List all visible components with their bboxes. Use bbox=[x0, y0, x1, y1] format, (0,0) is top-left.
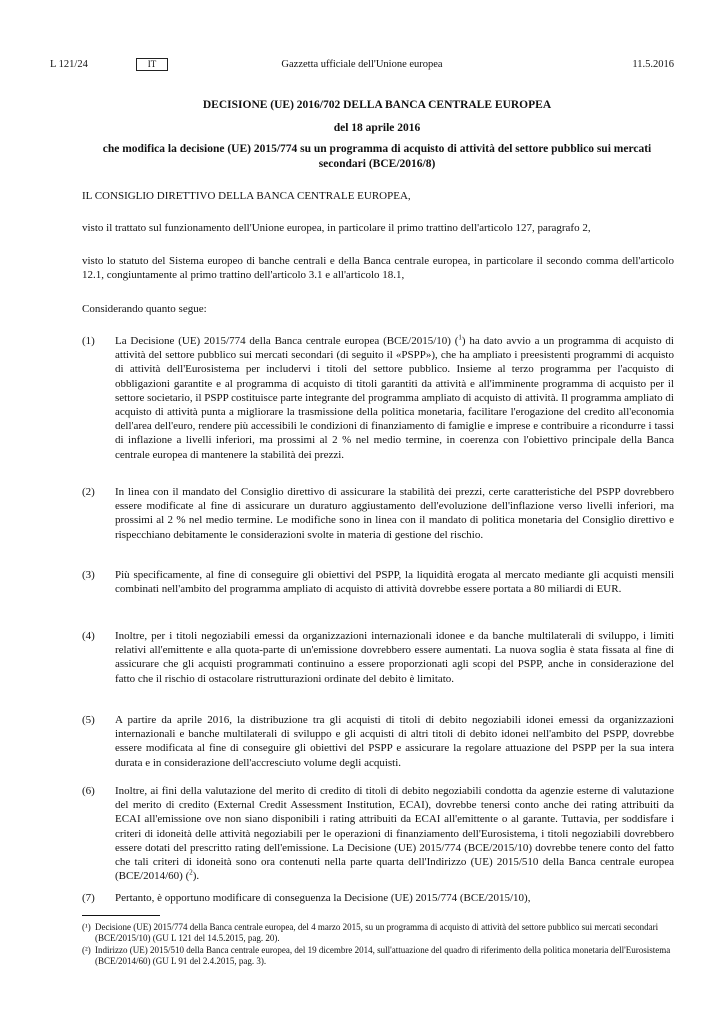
footnote-text: Indirizzo (UE) 2015/510 della Banca centrale europea, del 19 dicembre 2014, sull'attuazione del quadro di riferimento della politica monetaria dell'Eurosistema (BCE/2014/60) (GU L 91 del 2.4.2015, pag. 3). bbox=[95, 945, 671, 967]
footnote-number: (²) bbox=[82, 945, 91, 955]
decision-subject: che modifica la decisione (UE) 2015/774 su un programma di acquisto di attività del settore pubblico sui mercati secondari (BCE/2016/8) bbox=[102, 143, 652, 170]
decision-date: del 18 aprile 2016 bbox=[333, 122, 421, 134]
recital-3 bbox=[82, 568, 674, 596]
recital-text: A partire da aprile 2016, la distribuzione tra gli acquisti di titoli di debito negoziabili idonei emessi da organizzazioni internazionali e banche multilaterali di sviluppo e gli acquisti di altri titoli di debito idonei nell'ambito del PSPP, dovrebbe essere modificata al fine di conseguire gli obiettivi del PSPP e assicurare la regolare attuazione del PSPP per la sua intera durata e in considerazione dell'accresciuto volume degli acquisti. bbox=[115, 714, 674, 769]
visto-treaty: visto il trattato sul funzionamento dell'Unione europea, in particolare il primo trattino dell'articolo 127, paragrafo 2, bbox=[82, 222, 591, 234]
recital-text: Più specificamente, al fine di conseguire gli obiettivi del PSPP, la liquidità erogata al mercato mediante gli acquisti mensili combinati nell'ambito del programma ampliato di acquisto di attività dovrebbe essere portata a 80 miliardi di EUR. bbox=[115, 569, 674, 596]
recital-2 bbox=[82, 485, 674, 542]
recital-number: (6) bbox=[82, 785, 95, 797]
footnote-divider bbox=[82, 915, 160, 916]
journal-title: Gazzetta ufficiale dell'Unione europea bbox=[281, 59, 443, 70]
recital-text: Inoltre, ai fini della valutazione del merito di credito di titoli di debito negoziabili condotta da agenzie esterne di valutazione del merito di credito (External Credit Assessment Institution, ECAI), dovrebbe tenersi conto anche dei rating attribuiti da ECAI all'emissione ove non siano disponibili i rating attribuiti da ECAI all'emittente o al garante. Tuttavia, per soddisfare i criteri di idoneità delle attività negoziabili per le operazioni di finanziamento dell'Eurosistema, i titoli negoziabili dovrebbero essere dotati del prescritto rating dell'emissione. La Decisione (UE) 2015/774 (BCE/2015/10) dovrebbe tenere conto del fatto che tali criteri di idoneità sono ora contenuti nella parte quarta dell'Indirizzo (UE) 2015/510 della Banca centrale europea (BCE/2014/60) ( bbox=[115, 785, 674, 883]
language-badge: IT bbox=[136, 58, 168, 71]
footnote-marker[interactable]: 2 bbox=[189, 868, 193, 877]
recital-text-end: ). bbox=[192, 870, 200, 883]
recital-4 bbox=[82, 629, 674, 686]
recital-5 bbox=[82, 713, 674, 770]
footnote-number: (¹) bbox=[82, 922, 91, 932]
footnote-2 bbox=[82, 945, 674, 968]
recital-text-end: ) ha dato avvio a un programma di acquisto di attività del settore pubblico sui mercati secondari (di seguito il «PSPP»), che ha ampliato i preesistenti programmi di acquisto di attività dell'Eurosistema per includervi i titoli del settore pubblico. Insieme al terzo programma per l'acquisto di obbligazioni garantite e al programma di acquisto di titoli garantiti da attività e all'imminente programma di acquisto per il settore societario, il PSPP costituisce parte integrante del programma ampliato di acquisto di attività. Il programma ampliato di acquisto di attività punta a migliorare la trasmissione della politica monetaria, facilitare l'erogazione del credito all'economia dell'area dell'euro, rendere più accessibili le condizioni di finanziamento di famiglie e imprese e contribuire a ricondurre i tassi di inflazione a livelli inferiori, ma prossimi al 2 % nel medio termine, in coerenza con l'obiettivo principale della Banca centrale europea di mantenere la stabilità dei prezzi. bbox=[115, 335, 674, 461]
recital-text: In linea con il mandato del Consiglio direttivo di assicurare la stabilità dei prezzi, certe caratteristiche del PSPP dovrebbero essere modificate al fine di assicurare un duraturo aggiustamento dell'evoluzione dell'inflazione verso livelli inferiori, ma prossimi al 2 % nel medio termine. Le modifiche sono in linea con il mandato di politica monetaria del Consiglio direttivo e rispecchiano debitamente le considerazioni svolte in materia di gestione del rischio. bbox=[115, 486, 674, 541]
decision-title: DECISIONE (UE) 2016/702 DELLA BANCA CENTRALE EUROPEA bbox=[202, 99, 552, 111]
recital-text: La Decisione (UE) 2015/774 della Banca centrale europea (BCE/2015/10) ( bbox=[115, 335, 459, 347]
footnote-marker[interactable]: 1 bbox=[458, 333, 462, 342]
recital-text: Inoltre, per i titoli negoziabili emessi da organizzazioni internazionali idonee e da banche multilaterali di sviluppo, i limiti relativi all'emittente e alla quota-parte di un'emissione dovrebbero essere aumentati. La nuova soglia è stata fissata al fine di assicurare che gli acquisti programmati continuino a essere proporzionati agli scopi del PSPP, anche in considerazione del fatto che il rischio di ostacolare ristrutturazioni ordinate del debito è limitato. bbox=[115, 630, 674, 685]
recital-number: (1) bbox=[82, 335, 95, 347]
recital-text: Pertanto, è opportuno modificare di conseguenza la Decisione (UE) 2015/774 (BCE/2015/10), bbox=[115, 892, 531, 904]
footnote-text: Decisione (UE) 2015/774 della Banca centrale europea, del 4 marzo 2015, su un programma di acquisto di attività del settore pubblico sui mercati secondari (BCE/2015/10) (GU L 121 del 14.5.2015, pag. 20). bbox=[95, 922, 659, 944]
journal-reference: L 121/24 bbox=[50, 59, 88, 70]
visto-statute: visto lo statuto del Sistema europeo di banche centrali e della Banca centrale europea, in particolare il secondo comma dell'articolo 12.1, congiuntamente al primo trattino dell'articolo 3.1 e all'articolo 18.1, bbox=[82, 255, 674, 282]
publication-date: 11.5.2016 bbox=[632, 59, 674, 70]
page-header bbox=[50, 59, 674, 73]
recital-number: (3) bbox=[82, 569, 95, 581]
recital-number: (7) bbox=[82, 892, 95, 904]
considerando-heading: Considerando quanto segue: bbox=[82, 303, 207, 315]
recital-number: (2) bbox=[82, 486, 95, 498]
council-line: IL CONSIGLIO DIRETTIVO DELLA BANCA CENTRALE EUROPEA, bbox=[82, 190, 411, 202]
recital-6 bbox=[82, 784, 674, 883]
recital-7 bbox=[82, 891, 674, 905]
footnote-1 bbox=[82, 922, 674, 945]
recital-number: (4) bbox=[82, 630, 95, 642]
recital-number: (5) bbox=[82, 714, 95, 726]
recital-1 bbox=[82, 334, 674, 462]
